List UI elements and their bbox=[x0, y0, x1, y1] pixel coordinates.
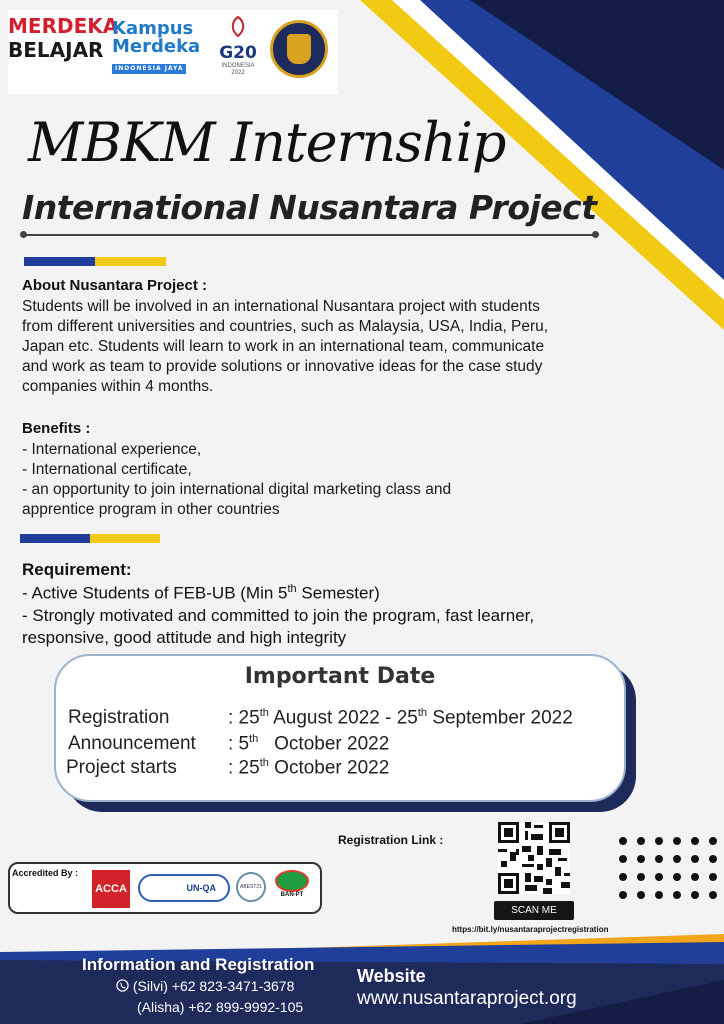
main-title: International Nusantara Project bbox=[22, 188, 597, 227]
benefits-heading: Benefits : bbox=[22, 420, 91, 437]
requirement-heading: Requirement: bbox=[22, 560, 132, 579]
about-line: Japan etc. Students will learn to work in an international team, communicate bbox=[22, 338, 545, 355]
requirement-item-1: - Active Students of FEB-UB (Min 5th Semester) bbox=[22, 583, 380, 603]
about-paragraph bbox=[22, 297, 672, 397]
accreditation-title: Accredited By : bbox=[12, 868, 79, 878]
contact-phone-alisha[interactable]: (Alisha) +62 899-9992-105 bbox=[137, 999, 304, 1015]
benefit-item: apprentice program in other countries bbox=[22, 501, 280, 518]
about-line: and work as team to provide solutions or innovative ideas for the case study bbox=[22, 358, 543, 375]
registration-link-label: Registration Link : bbox=[338, 833, 444, 847]
kampus-merdeka-logo bbox=[112, 20, 210, 74]
aun-qa-logo: UN-QA bbox=[138, 874, 230, 902]
divider-bar-1 bbox=[24, 257, 166, 266]
benefits-list bbox=[22, 440, 682, 520]
contact-phone-silvi[interactable]: (Silvi) +62 823-3471-3678 bbox=[116, 978, 294, 994]
whatsapp-icon bbox=[116, 979, 129, 992]
kampus-logo-line2: Merdeka bbox=[112, 36, 201, 57]
benefit-item: - International certificate, bbox=[22, 461, 192, 478]
about-line: companies within 4 months. bbox=[22, 378, 214, 395]
requirement-item-2-cont: responsive, good attitude and high integrity bbox=[22, 627, 347, 647]
website-url[interactable]: www.nusantaraproject.org bbox=[357, 988, 577, 1009]
dot-grid-decoration bbox=[618, 836, 718, 900]
merdeka-logo-line1: MERDEKA bbox=[8, 14, 119, 38]
qr-code-icon[interactable] bbox=[498, 822, 570, 894]
info-registration-title: Information and Registration bbox=[82, 955, 315, 974]
about-line: from different universities and countries, such as Malaysia, USA, India, Peru, bbox=[22, 318, 549, 335]
ban-pt-logo: BAN-PT bbox=[272, 870, 312, 910]
g20-logo-sub1: INDONESIA bbox=[221, 63, 255, 69]
scan-me-label: SCAN ME bbox=[494, 901, 574, 920]
requirement-list bbox=[22, 578, 702, 649]
script-title: MBKM Internship bbox=[28, 111, 506, 174]
about-line: Students will be involved in an international Nusantara project with students bbox=[22, 298, 540, 315]
g20-emblem-icon bbox=[227, 16, 249, 38]
kampus-logo-line1: Kampus bbox=[112, 18, 194, 39]
g20-logo bbox=[218, 16, 258, 77]
benefit-item: - International experience, bbox=[22, 441, 202, 458]
abest21-logo: ABEST21 bbox=[236, 872, 266, 902]
website-title: Website bbox=[357, 966, 426, 986]
benefit-item: - an opportunity to join international digital marketing class and bbox=[22, 481, 452, 498]
acca-logo: ACCA bbox=[92, 870, 130, 908]
about-heading: About Nusantara Project : bbox=[22, 277, 208, 294]
requirement-item-2: - Strongly motivated and committed to join the program, fast learner, bbox=[22, 605, 535, 625]
merdeka-logo-line2: BELAJAR bbox=[8, 38, 104, 62]
g20-logo-text: G20 bbox=[219, 43, 257, 63]
kampus-logo-sub: INDONESIA JAYA bbox=[112, 64, 186, 74]
important-date-title: Important Date bbox=[244, 664, 436, 689]
g20-logo-sub2: 2022 bbox=[231, 70, 245, 76]
title-line-dot-right bbox=[592, 231, 599, 238]
merdeka-belajar-logo bbox=[8, 14, 119, 62]
universitas-brawijaya-logo bbox=[270, 20, 328, 78]
title-underline bbox=[24, 234, 596, 236]
divider-bar-2 bbox=[20, 534, 160, 543]
registration-url[interactable]: https://bit.ly/nusantaraprojectregistration bbox=[452, 925, 609, 934]
